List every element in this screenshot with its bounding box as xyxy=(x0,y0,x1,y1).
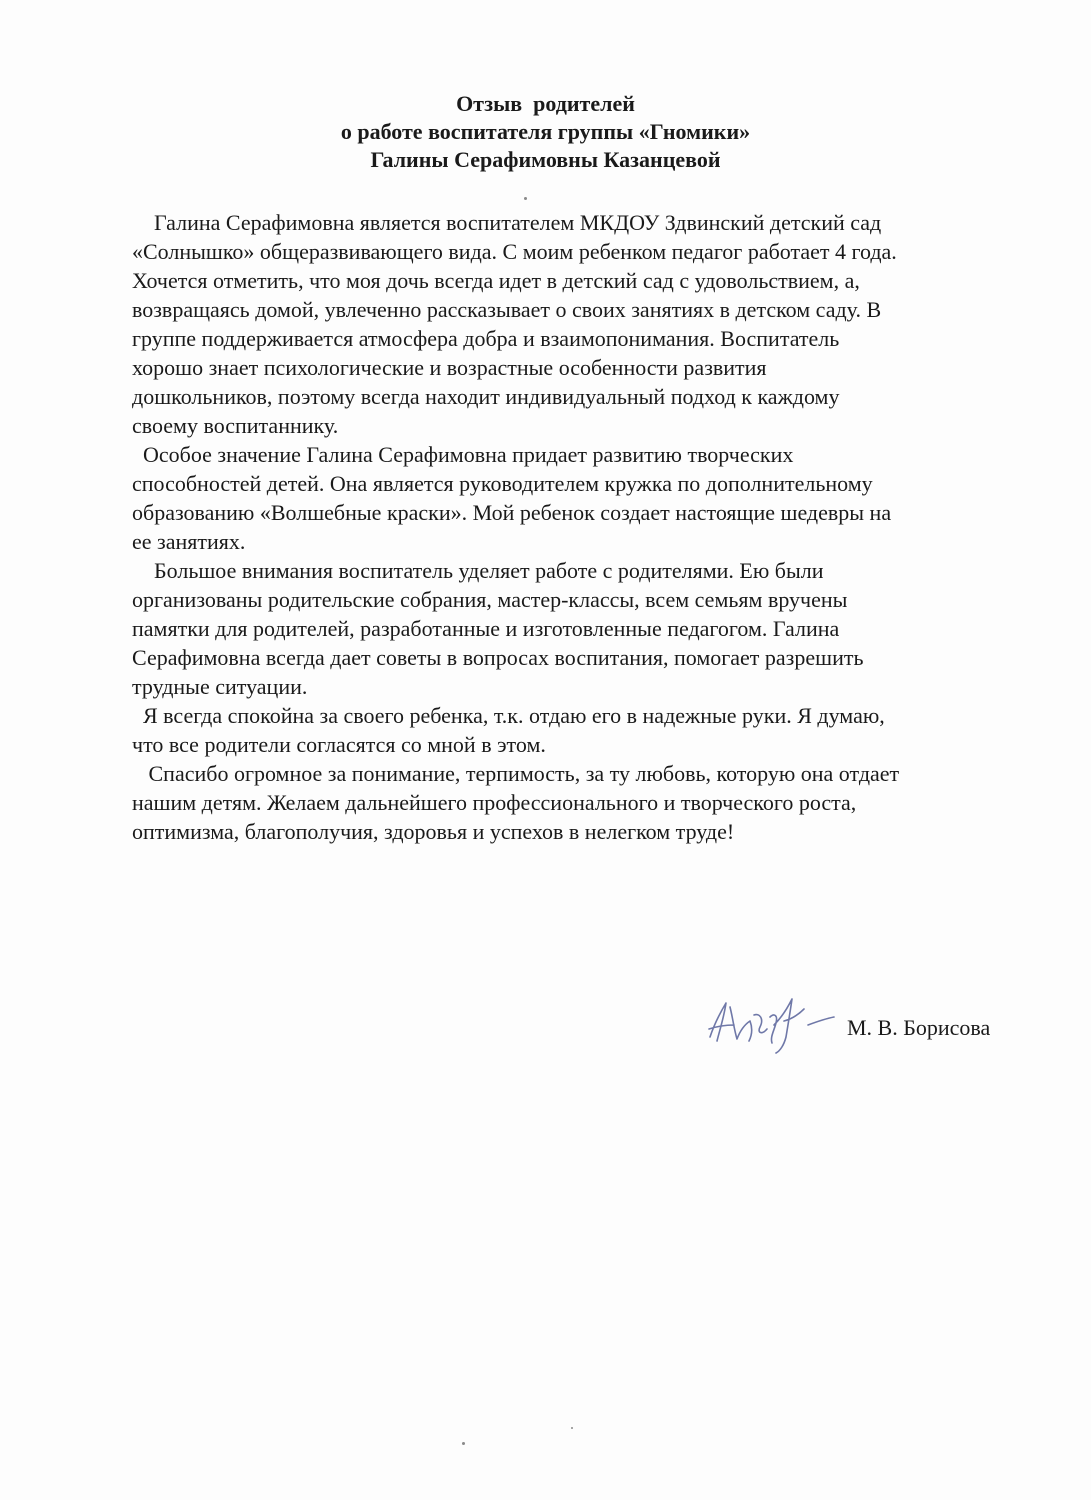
body-line: трудные ситуации. xyxy=(132,674,308,699)
body-line: хорошо знает психологические и возрастные особенности развития xyxy=(132,355,767,380)
handwritten-signature xyxy=(700,985,840,1060)
scan-speck xyxy=(462,1442,465,1445)
body-line: организованы родительские собрания, мастер-классы, всем семьям вручены xyxy=(132,587,848,612)
body-line: образованию «Волшебные краски». Мой ребенок создает настоящие шедевры на xyxy=(132,500,892,525)
body-line: дошкольников, поэтому всегда находит индивидуальный подход к каждому xyxy=(132,384,840,409)
body-line: Хочется отметить, что моя дочь всегда идет в детский сад с удовольствием, а, xyxy=(132,268,860,293)
signature-block xyxy=(700,985,1040,1065)
body-line: группе поддерживается атмосфера добра и взаимопонимания. Воспитатель xyxy=(132,326,840,351)
signer-name: М. В. Борисова xyxy=(847,1015,991,1040)
body-line: Особое значение Галина Серафимовна придает развитию творческих xyxy=(132,442,794,467)
document-body xyxy=(132,208,1022,846)
title-line-2: о работе воспитателя группы «Гномики» xyxy=(340,119,751,144)
body-line: нашим детям. Желаем дальнейшего профессионального и творческого роста, xyxy=(132,790,857,815)
document-title xyxy=(0,90,1091,174)
body-line: Спасибо огромное за понимание, терпимость, за ту любовь, которую она отдает xyxy=(132,761,900,786)
scan-speck xyxy=(571,1427,573,1429)
title-line-3: Галины Серафимовны Казанцевой xyxy=(370,147,721,172)
body-line: «Солнышко» общеразвивающего вида. С моим ребенком педагог работает 4 года. xyxy=(132,239,897,264)
scan-speck xyxy=(524,197,527,200)
body-line: оптимизма, благополучия, здоровья и успехов в нелегком труде! xyxy=(132,819,735,844)
body-line: что все родители согласятся со мной в этом. xyxy=(132,732,546,757)
body-line: Галина Серафимовна является воспитателем МКДОУ Здвинский детский сад xyxy=(132,210,882,235)
body-line: Серафимовна всегда дает советы в вопросах воспитания, помогает разрешить xyxy=(132,645,864,670)
title-line-1: Отзыв родителей xyxy=(456,91,635,116)
body-line: ее занятиях. xyxy=(132,529,246,554)
body-line: возвращаясь домой, увлеченно рассказывает о своих занятиях в детском саду. В xyxy=(132,297,882,322)
body-line: способностей детей. Она является руководителем кружка по дополнительному xyxy=(132,471,873,496)
body-line: Большое внимания воспитатель уделяет работе с родителями. Ею были xyxy=(132,558,824,583)
body-line: Я всегда спокойна за своего ребенка, т.к. отдаю его в надежные руки. Я думаю, xyxy=(132,703,885,728)
body-line: памятки для родителей, разработанные и изготовленные педагогом. Галина xyxy=(132,616,840,641)
body-line: своему воспитаннику. xyxy=(132,413,339,438)
